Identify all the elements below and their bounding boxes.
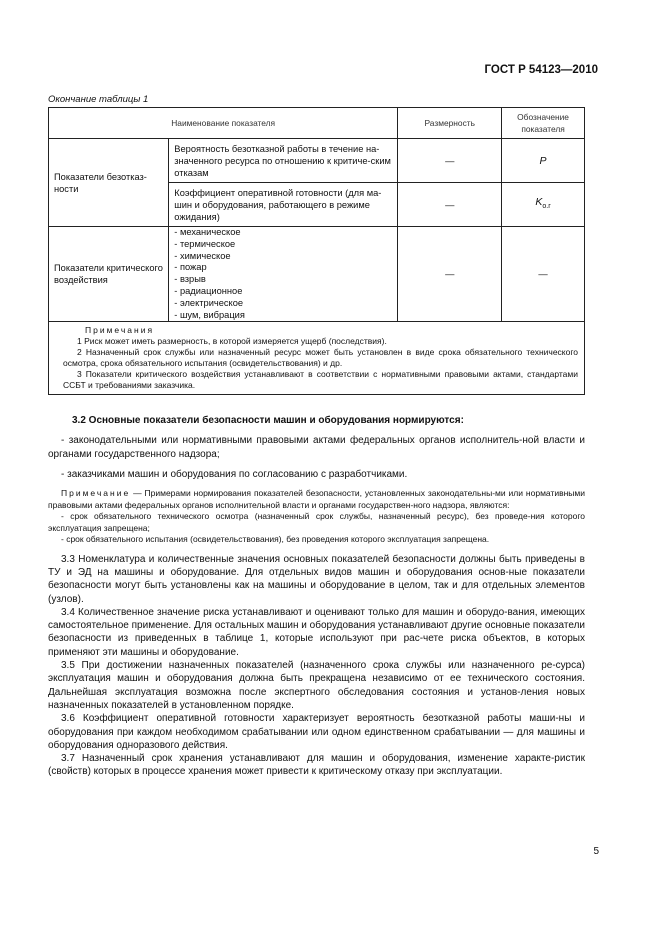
note-item: 3 Показатели критического воздействия устанавливают в соответствии с нормативными правовыми актами, стандартами ССБТ и требованиями заказчика. [63, 369, 578, 391]
list-item: - радиационное [174, 285, 243, 296]
note-label: Примечание [61, 488, 131, 499]
list-item: - электрическое [174, 297, 244, 308]
list-item: - взрыв [174, 274, 206, 285]
symbol-subscript: о.г [542, 203, 551, 211]
indicator-unit: — [398, 227, 502, 322]
note-item: 2 Назначенный срок службы или назначенный ресурс может быть установлен в виде срока обязательного технического осмотра, срока обязательного испытания (освидетельствования) и др. [63, 347, 578, 369]
list-item: - термическое [174, 238, 236, 249]
indicator-name: Коэффициент оперативной готовности (для ма-шин и оборудования, работающего в режиме ожидания) [169, 183, 398, 227]
table-continuation-label: Окончание таблицы 1 [48, 94, 149, 105]
paragraph-3-4: 3.4 Количественное значение риска устанавливают и оценивают только для машин и оборудо-вания, имеющих самостоятельное применение. Для остальных машин и оборудования устанавливают другие основные показатели безопасности из приведенных в таблице 1, которые используют при рас-чете риска объектов, в которых применяют эти машины и оборудование. [48, 606, 585, 658]
table-header-row [49, 108, 585, 139]
indicator-name: Вероятность безотказной работы в течение на-значенного ресурса по отношению к критиче-ским отказам [169, 139, 398, 183]
note-list-item: - срок обязательного технического осмотра (назначенный срок службы, назначенный ресурс), без проведе-ния которого эксплуатация запрещена; [48, 511, 585, 533]
list-item: - химическое [174, 250, 231, 261]
paragraph-3-3: 3.3 Номенклатура и количественные значения основных показателей безопасности должны быть приведены в ТУ и ЭД на машины и оборудование. Для отдельных видов машин и оборудования основ-ные показатели безопасности могут быть установлены как на машины и оборудование в целом, так и для отдельных элементов (узлов). [48, 553, 585, 605]
indicator-unit: — [398, 139, 502, 183]
table-notes-row [49, 322, 585, 395]
note-item: 1 Риск может иметь размерность, в которой измеряется ущерб (последствия). [77, 336, 387, 347]
column-header-unit: Размерность [398, 108, 502, 139]
note-text: — Примерами нормирования показателей безопасности, установленных законодательны-ми или нормативными правовыми актами федеральных органов исполнительной власти и органами государствен-ного надзора, являются: [48, 488, 585, 510]
column-header-symbol: Обозначение показателя [502, 108, 585, 139]
list-item: - шум, вибрация [174, 309, 245, 320]
list-item: - механическое [174, 227, 241, 237]
table-row [49, 227, 585, 322]
indicator-symbol [502, 183, 585, 227]
indicator-symbol [502, 139, 585, 183]
bullet-item: - законодательными или нормативными правовыми актами федеральных органов исполнитель-ной власти и органами государственного надзора; [48, 435, 585, 460]
symbol-text: P [539, 154, 547, 167]
list-item: - пожар [174, 262, 207, 273]
column-header-name: Наименование показателя [49, 108, 398, 139]
indicator-symbol: — [502, 227, 585, 322]
paragraph-3-6: 3.6 Коэффициент оперативной готовности характеризует вероятность безотказной работы маши-ны и оборудования при каждом необходимом срабатывании или одном единственном срабатывании — для машины и оборудования одноразового действия. [48, 713, 585, 751]
table-row [49, 139, 585, 183]
paragraph-3-7: 3.7 Назначенный срок хранения устанавливают для машин и оборудования, изменение характе-ристик (свойств) которых в процессе хранения может привести к критическому отказу при эксплуатации. [48, 753, 585, 778]
indicator-unit: — [398, 183, 502, 227]
impact-list [169, 227, 398, 322]
notes-heading: Примечания [85, 325, 155, 336]
symbol-text [535, 195, 551, 211]
section-heading: 3.2 Основные показатели безопасности машин и оборудования нормируются: [72, 415, 464, 426]
paragraph-3-5: 3.5 При достижении назначенных показателей (назначенного срока службы или назначенного ре-сурса) эксплуатация машин и оборудования должна быть прекращена независимо от ее технического состояния. Дальнейшая эксплуатация возможна после экспертного обследования состояния и установ-ления новых назначенных показателей в установленном порядке. [48, 660, 585, 711]
indicators-table [48, 107, 585, 395]
note-list-item: - срок обязательного испытания (освидетельствования), без проведения которого эксплуатация запрещена. [61, 534, 490, 545]
symbol-main: K [535, 195, 543, 208]
body-text [48, 414, 585, 779]
standard-number: ГОСТ Р 54123—2010 [484, 64, 598, 76]
group-critical-impact: Показатели критического воздействия [49, 227, 169, 322]
page-number: 5 [593, 846, 599, 857]
group-reliability: Показатели безотказ-ности [49, 139, 169, 227]
bullet-item: - заказчиками машин и оборудования по согласованию с разработчиками. [61, 468, 408, 480]
note-paragraph [48, 488, 585, 511]
table-notes [49, 322, 585, 395]
